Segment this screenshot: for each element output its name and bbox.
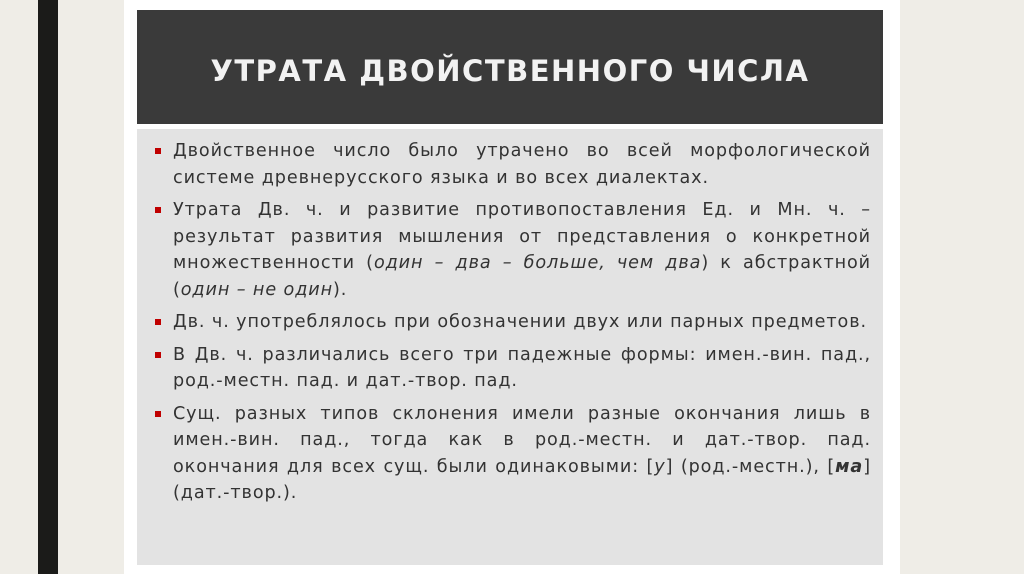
slide-title: УТРАТА ДВОЙСТВЕННОГО ЧИСЛА <box>210 54 810 88</box>
bullet-item-4 <box>155 342 871 395</box>
italic-example: один – не один <box>180 279 333 300</box>
bullet-item-5 <box>155 401 871 507</box>
italic-ending: у <box>654 456 666 477</box>
bullet-marker-icon <box>155 352 161 358</box>
content-panel <box>137 129 883 565</box>
italic-example: один – два – больше, чем два <box>373 253 702 273</box>
bullet-item-1 <box>155 138 871 191</box>
bullet-item-2 <box>155 197 871 303</box>
bullet-text: ) к абстрактной ( <box>173 253 871 300</box>
bullet-text: ] (род.-местн.), [ <box>665 456 836 477</box>
bullet-marker-icon <box>155 411 161 417</box>
bullet-text: Двойственное число было утрачено во всей морфологической системе древнерусского языка и во всех диалектах. <box>173 141 871 188</box>
bullet-marker-icon <box>155 148 161 154</box>
bullet-list <box>137 129 883 507</box>
title-header <box>137 10 883 124</box>
left-dark-bar <box>38 0 58 574</box>
bullet-marker-icon <box>155 319 161 325</box>
italic-ending: ма <box>835 456 864 477</box>
bullet-marker-icon <box>155 207 161 213</box>
bullet-text: В Дв. ч. различались всего три падежные формы: имен.-вин. пад., род.-местн. пад. и дат.-твор. пад. <box>173 344 871 391</box>
bullet-item-3 <box>155 309 871 336</box>
bullet-text: ] (дат.-твор.). <box>173 456 871 503</box>
bullet-text: ). <box>333 279 348 300</box>
bullet-text: Утрата Дв. ч. и развитие противопоставления Ед. и Мн. ч. – результат развития мышления от представления о конкретной множественности ( <box>173 200 871 273</box>
bullet-text: Дв. ч. употреблялось при обозначении двух или парных предметов. <box>173 312 867 332</box>
bullet-text: Сущ. разных типов склонения имели разные окончания лишь в имен.-вин. пад., тогда как в род.-местн. и дат.-твор. пад. окончания для всех сущ. были одинаковыми: [ <box>173 403 871 477</box>
